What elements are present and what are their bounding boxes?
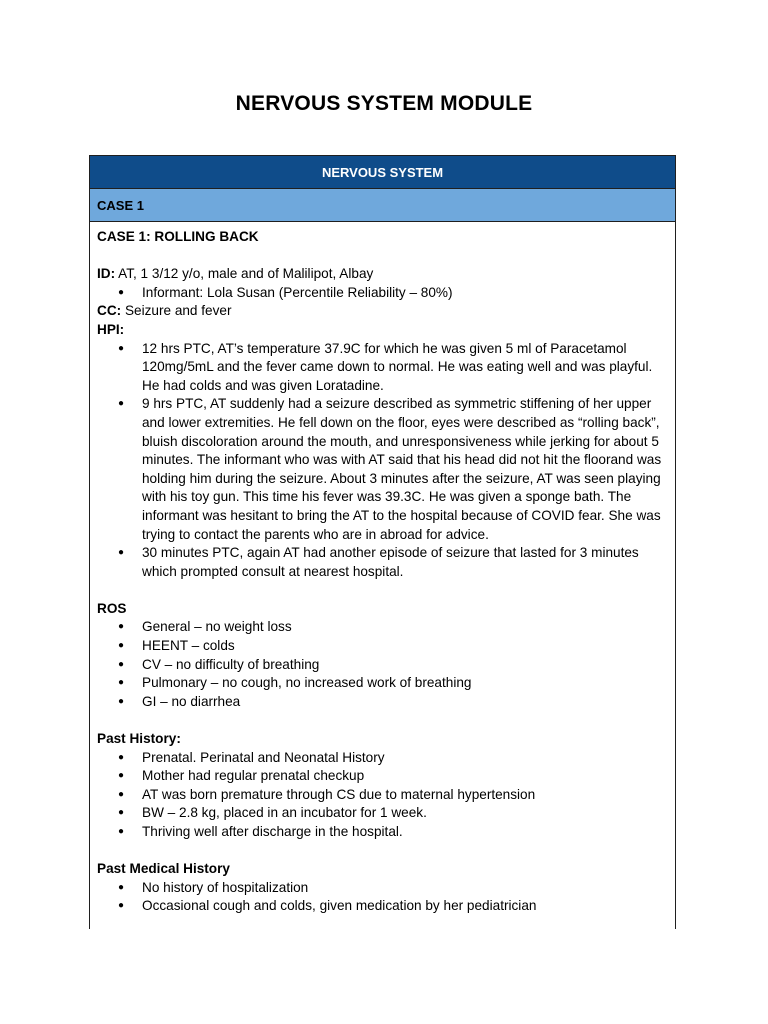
list-item-text: Mother had regular prenatal checkup <box>142 768 365 784</box>
list-item <box>97 656 668 675</box>
cc-label: CC: <box>97 303 122 319</box>
list-item <box>97 693 668 712</box>
bullet-icon: ● <box>118 751 125 763</box>
list-item <box>97 284 668 303</box>
past-history-label: Past History: <box>97 731 181 747</box>
list-item-line: minutes. The informant who was with AT said that his head did not hit the floorand was <box>142 452 662 468</box>
cc-text: Seizure and fever <box>121 303 232 319</box>
list-item-text: GI – no diarrhea <box>142 693 241 709</box>
bullet-icon: ● <box>118 398 125 410</box>
bullet-icon: ● <box>118 826 125 837</box>
list-item-line: 120mg/5mL and the fever came down to normal. He was eating well and was playful. <box>142 359 653 375</box>
list-item <box>97 618 668 637</box>
list-item <box>97 544 668 581</box>
hpi-label: HPI: <box>97 321 125 337</box>
list-item-line: He had colds and was given Loratadine. <box>142 377 384 393</box>
list-item-line: 12 hrs PTC, AT’s temperature 37.9C for which he was given 5 ml of Paracetamol <box>142 340 627 356</box>
cc-line <box>97 302 668 321</box>
ros-label: ROS <box>97 600 127 616</box>
past-medical-label: Past Medical History <box>97 861 230 877</box>
bullet-icon: ● <box>118 286 125 298</box>
bullet-icon: ● <box>118 621 125 633</box>
id-list <box>97 284 668 303</box>
bullet-icon: ● <box>118 677 125 689</box>
list-item-text: General – no weight loss <box>142 619 292 635</box>
id-line <box>97 265 668 284</box>
list-item-text: Pulmonary – no cough, no increased work of breathing <box>142 675 472 691</box>
bullet-icon: ● <box>118 658 125 670</box>
list-item <box>97 786 668 805</box>
list-item-line: trying to contact the parents who are in abroad for advice. <box>142 526 489 542</box>
list-item-text: Thriving well after discharge in the hospital. <box>142 824 403 839</box>
list-item-line: informant was hesitant to bring the AT to the hospital because of COVID fear. She was <box>142 507 661 523</box>
bullet-icon: ● <box>118 770 125 782</box>
bullet-icon: ● <box>118 788 125 800</box>
ros-list <box>97 618 668 711</box>
past-history-list <box>97 749 668 842</box>
list-item-line: holding him during the seizure. About 3 minutes after the seizure, AT was seen playing <box>142 470 661 486</box>
list-item <box>97 879 668 898</box>
case-subheader: CASE 1 <box>90 189 675 222</box>
list-item-line: with his toy gun. This time his fever was 39.3C. He was given a sponge bath. The <box>142 489 632 505</box>
list-item-text: Prenatal. Perinatal and Neonatal History <box>142 749 385 765</box>
list-item-text: No history of hospitalization <box>142 879 309 895</box>
list-item <box>97 767 668 786</box>
list-item <box>97 749 668 768</box>
list-item <box>97 804 668 823</box>
list-item-text: HEENT – colds <box>142 638 235 654</box>
case-table <box>89 155 676 929</box>
list-item-line: bluish discoloration around the mouth, and unresponsiveness while jerking for about 5 <box>142 433 659 449</box>
list-item <box>97 637 668 656</box>
list-item <box>97 674 668 693</box>
list-item <box>97 823 668 842</box>
list-item-line: which prompted consult at nearest hospital. <box>142 563 404 579</box>
bullet-icon: ● <box>118 807 125 819</box>
list-item-line: 9 hrs PTC, AT suddenly had a seizure described as symmetric stiffening of her upper <box>142 396 652 412</box>
hpi-list <box>97 340 668 582</box>
case-content <box>90 222 675 929</box>
list-item-text: CV – no difficulty of breathing <box>142 656 320 672</box>
case-title: CASE 1: ROLLING BACK <box>97 229 259 244</box>
list-item-text: BW – 2.8 kg, placed in an incubator for 1 week. <box>142 805 427 821</box>
id-label: ID: <box>97 266 116 282</box>
id-text: AT, 1 3/12 y/o, male and of Malilipot, Albay <box>115 266 374 282</box>
list-item-text: Informant: Lola Susan (Percentile Reliability – 80%) <box>142 284 453 300</box>
bullet-icon: ● <box>118 547 125 559</box>
list-item <box>97 897 668 916</box>
list-item <box>97 395 668 544</box>
list-item-text: Occasional cough and colds, given medication by her pediatrician <box>142 898 537 914</box>
bullet-icon: ● <box>118 881 125 893</box>
bullet-icon: ● <box>118 640 125 652</box>
list-item-line: 30 minutes PTC, again AT had another episode of seizure that lasted for 3 minutes <box>142 545 639 561</box>
list-item-text: AT was born premature through CS due to maternal hypertension <box>142 786 536 802</box>
past-medical-list <box>97 879 668 916</box>
table-header: NERVOUS SYSTEM <box>90 156 675 189</box>
list-item <box>97 340 668 396</box>
document-title: NERVOUS SYSTEM MODULE <box>235 92 533 115</box>
list-item-line: and lower extremities. He fell down on the floor, eyes were described as “rolling back”, <box>142 414 660 430</box>
bullet-icon: ● <box>118 342 125 354</box>
bullet-icon: ● <box>118 695 125 707</box>
bullet-icon: ● <box>118 900 125 912</box>
